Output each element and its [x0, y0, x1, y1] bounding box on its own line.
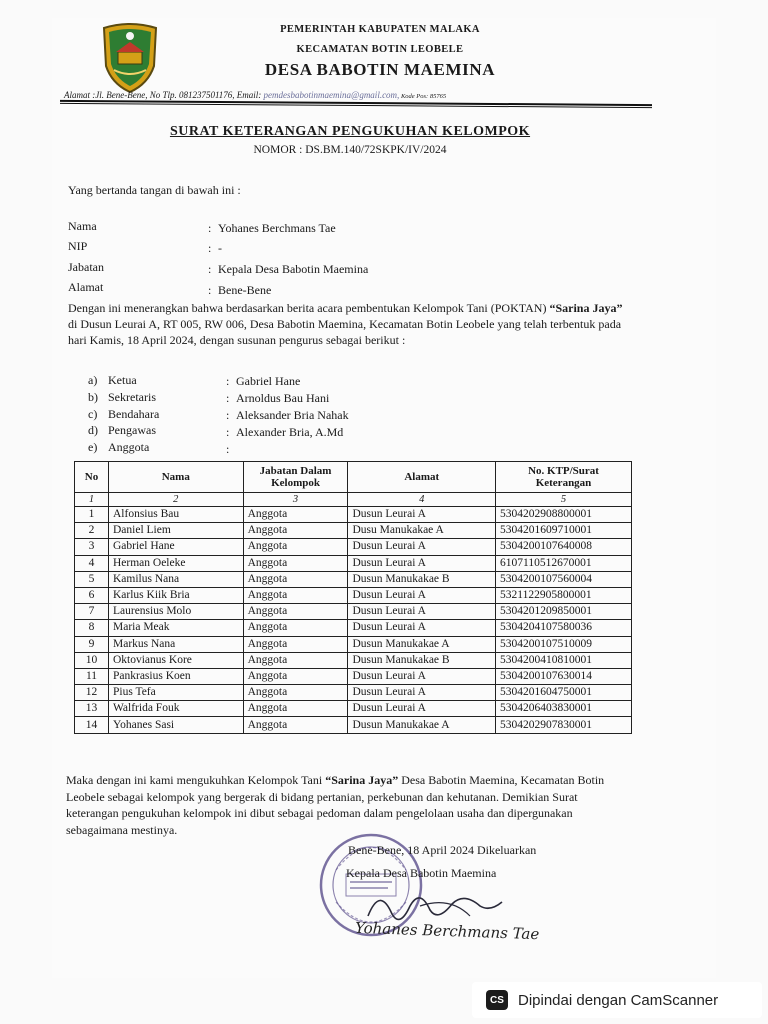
member-role: Anggota: [243, 620, 348, 636]
member-role: Anggota: [243, 717, 348, 733]
signatory-value-alamat: Bene-Bene: [218, 283, 272, 297]
pengurus-letter: a): [88, 373, 98, 387]
table-row: [75, 571, 632, 587]
member-role: Anggota: [243, 571, 348, 587]
member-role: Anggota: [243, 507, 348, 523]
header-nama: Nama: [108, 462, 243, 493]
column-number: 1: [75, 493, 109, 507]
table-row: [75, 523, 632, 539]
table-row: [75, 507, 632, 523]
member-address: Dusun Leurai A: [348, 507, 496, 523]
member-ktp: 5304202908800001: [496, 507, 632, 523]
table-row: [75, 539, 632, 555]
member-name: Daniel Liem: [108, 523, 243, 539]
camscanner-logo-icon: CS: [486, 990, 508, 1010]
member-ktp: 5304200410810001: [496, 652, 632, 668]
row-number: 1: [75, 507, 109, 523]
signatory-label-nip: NIP: [68, 239, 88, 253]
member-name: Kamilus Nana: [108, 571, 243, 587]
signatory-colon: :: [208, 283, 212, 297]
table-row: [75, 701, 632, 717]
member-address: Dusun Leurai A: [348, 604, 496, 620]
pengurus-name: Gabriel Hane: [236, 374, 301, 388]
member-role: Anggota: [243, 636, 348, 652]
row-number: 9: [75, 636, 109, 652]
member-name: Maria Meak: [108, 620, 243, 636]
member-name: Pankrasius Koen: [108, 668, 243, 684]
table-row: [75, 604, 632, 620]
member-address: Dusun Leurai A: [348, 587, 496, 603]
member-ktp: 5304206403830001: [496, 701, 632, 717]
member-address: Dusun Manukakae B: [348, 571, 496, 587]
member-name: Alfonsius Bau: [108, 507, 243, 523]
row-number: 2: [75, 523, 109, 539]
member-ktp: 5304200107640008: [496, 539, 632, 555]
table-row: [75, 685, 632, 701]
pengurus-role: Bendahara: [108, 407, 160, 421]
member-ktp: 5304201609710001: [496, 523, 632, 539]
signature-place-date: Bene-Bene, 18 April 2024 Dikeluarkan: [348, 843, 537, 857]
header-alamat: Alamat: [348, 462, 496, 493]
pengurus-colon: :: [226, 442, 230, 456]
table-row: [75, 636, 632, 652]
member-address: Dusun Leurai A: [348, 685, 496, 701]
document-number: NOMOR : DS.BM.140/72SKPK/IV/2024: [253, 144, 447, 156]
letterhead-line-2: KECAMATAN BOTIN LEOBELE: [296, 44, 464, 55]
table-row: [75, 620, 632, 636]
pengurus-letter: e): [88, 440, 98, 454]
table-row: [75, 668, 632, 684]
pengurus-role: Ketua: [108, 373, 137, 387]
header-ktp: No. KTP/Surat Keterangan: [496, 462, 632, 493]
row-number: 3: [75, 539, 109, 555]
member-address: Dusun Manukakae A: [348, 636, 496, 652]
member-address: Dusun Leurai A: [348, 668, 496, 684]
member-name: Yohanes Sasi: [108, 717, 243, 733]
row-number: 6: [75, 587, 109, 603]
member-role: Anggota: [243, 555, 348, 571]
row-number: 12: [75, 685, 109, 701]
signatory-colon: :: [208, 241, 212, 255]
pengurus-letter: b): [88, 390, 98, 404]
pengurus-role: Pengawas: [108, 423, 156, 437]
letterhead-address: [64, 90, 624, 100]
member-address: Dusun Leurai A: [348, 539, 496, 555]
member-ktp: 5304202907830001: [496, 717, 632, 733]
row-number: 5: [75, 571, 109, 587]
pengurus-name: Arnoldus Bau Hani: [236, 391, 330, 405]
member-name: Herman Oeleke: [108, 555, 243, 571]
header-jabatan: Jabatan Dalam Kelompok: [243, 462, 348, 493]
camscanner-watermark: [472, 982, 762, 1018]
member-role: Anggota: [243, 701, 348, 717]
table-row: [75, 717, 632, 733]
camscanner-label: Dipindai dengan CamScanner: [518, 991, 719, 1009]
member-ktp: 5321122905800001: [496, 587, 632, 603]
member-name: Karlus Kiik Bria: [108, 587, 243, 603]
member-address: Dusun Leurai A: [348, 620, 496, 636]
statement-part-2: di Dusun Leurai A, RT 005, RW 006, Desa Babotin Maemina, Kecamatan Botin Leobele yang telah terbentuk pada hari Kamis, 18 April 2024, dengan susunan pengurus sebagai berikut :: [68, 317, 622, 348]
row-number: 11: [75, 668, 109, 684]
signed-name: Yohanes Berchmans Tae: [354, 918, 540, 944]
pengurus-colon: :: [226, 374, 230, 388]
pengurus-letter: d): [88, 423, 98, 437]
column-number: 2: [108, 493, 243, 507]
closing-part-2: Desa Babotin Maemina, Kecamatan Botin Leobele sebagai kelompok yang bergerak di bidang pertanian, perkebunan dan kehutanan. Demikian Surat keterangan pengukuhan kelompok ini dibut sebagai pedoman dalam pengelolaan usaha dan dipergunakan sebagaimana mestinya.: [66, 773, 605, 837]
group-name: “Sarina Jaya”: [549, 301, 623, 315]
signatory-label-alamat: Alamat: [68, 280, 104, 294]
letterhead-village-name: DESA BABOTIN MAEMINA: [264, 60, 496, 79]
pengurus-role: Anggota: [108, 440, 150, 454]
row-number: 7: [75, 604, 109, 620]
pengurus-colon: :: [226, 391, 230, 405]
member-role: Anggota: [243, 685, 348, 701]
member-address: Dusun Manukakae B: [348, 652, 496, 668]
statement-paragraph: [68, 300, 628, 349]
member-role: Anggota: [243, 604, 348, 620]
table-row: [75, 587, 632, 603]
closing-part-1: Maka dengan ini kami mengukuhkan Kelompok Tani: [66, 773, 326, 787]
pengurus-name: Alexander Bria, A.Md: [236, 425, 344, 439]
member-ktp: 5304204107580036: [496, 620, 632, 636]
closing-group-name: “Sarina Jaya”: [325, 773, 399, 787]
row-number: 14: [75, 717, 109, 733]
row-number: 4: [75, 555, 109, 571]
row-number: 10: [75, 652, 109, 668]
member-name: Gabriel Hane: [108, 539, 243, 555]
signatory-value-jabatan: Kepala Desa Babotin Maemina: [218, 262, 369, 276]
signatory-value-name: Yohanes Berchmans Tae: [218, 221, 336, 235]
member-role: Anggota: [243, 668, 348, 684]
member-role: Anggota: [243, 587, 348, 603]
member-ktp: 5304201209850001: [496, 604, 632, 620]
pengurus-colon: :: [226, 425, 230, 439]
member-ktp: 5304200107510009: [496, 636, 632, 652]
table-header-row: [75, 462, 632, 493]
closing-paragraph: [66, 772, 630, 838]
member-ktp: 5304200107630014: [496, 668, 632, 684]
member-ktp: 6107110512670001: [496, 555, 632, 571]
member-name: Markus Nana: [108, 636, 243, 652]
table-body: [75, 507, 632, 734]
member-name: Walfrida Fouk: [108, 701, 243, 717]
address-postal-code: Kode Pos: 85765: [399, 93, 447, 100]
table-row: [75, 555, 632, 571]
member-role: Anggota: [243, 523, 348, 539]
address-email: pemdesbabotinmaemina@gmail.com,: [263, 90, 400, 100]
member-address: Dusun Leurai A: [348, 555, 496, 571]
member-ktp: 5304201604750001: [496, 685, 632, 701]
letterhead-line-1: PEMERINTAH KABUPATEN MALAKA: [280, 24, 480, 35]
member-role: Anggota: [243, 652, 348, 668]
member-address: Dusun Manukakae A: [348, 717, 496, 733]
member-address: Dusu Manukakae A: [348, 523, 496, 539]
member-ktp: 5304200107560004: [496, 571, 632, 587]
signatory-value-nip: -: [218, 241, 222, 255]
member-name: Laurensius Molo: [108, 604, 243, 620]
statement-part-1: Dengan ini menerangkan bahwa berdasarkan berita acara pembentukan Kelompok Tani (POKTAN): [68, 301, 550, 315]
members-table: [74, 461, 632, 734]
member-address: Dusun Leurai A: [348, 701, 496, 717]
pengurus-colon: :: [226, 408, 230, 422]
signatory-colon: :: [208, 221, 212, 235]
pengurus-letter: c): [88, 407, 98, 421]
intro-text: Yang bertanda tangan di bawah ini :: [68, 183, 241, 197]
signatory-label-jabatan: Jabatan: [68, 260, 104, 274]
column-number: 3: [243, 493, 348, 507]
member-name: Oktovianus Kore: [108, 652, 243, 668]
pengurus-name: Aleksander Bria Nahak: [236, 408, 349, 422]
pengurus-role: Sekretaris: [108, 390, 156, 404]
column-number: 5: [496, 493, 632, 507]
address-text: Alamat :Jl. Bene-Bene, No Tlp. 081237501176, Email:: [64, 90, 264, 100]
document-title: SURAT KETERANGAN PENGUKUHAN KELOMPOK: [169, 124, 531, 139]
table-column-number-row: [75, 493, 632, 507]
row-number: 8: [75, 620, 109, 636]
signatory-label-name: Nama: [68, 219, 97, 233]
signature-position: Kepala Desa Babotin Maemina: [346, 866, 497, 880]
column-number: 4: [348, 493, 496, 507]
member-name: Pius Tefa: [108, 685, 243, 701]
member-role: Anggota: [243, 539, 348, 555]
row-number: 13: [75, 701, 109, 717]
table-row: [75, 652, 632, 668]
signatory-colon: :: [208, 262, 212, 276]
header-no: No: [75, 462, 109, 493]
